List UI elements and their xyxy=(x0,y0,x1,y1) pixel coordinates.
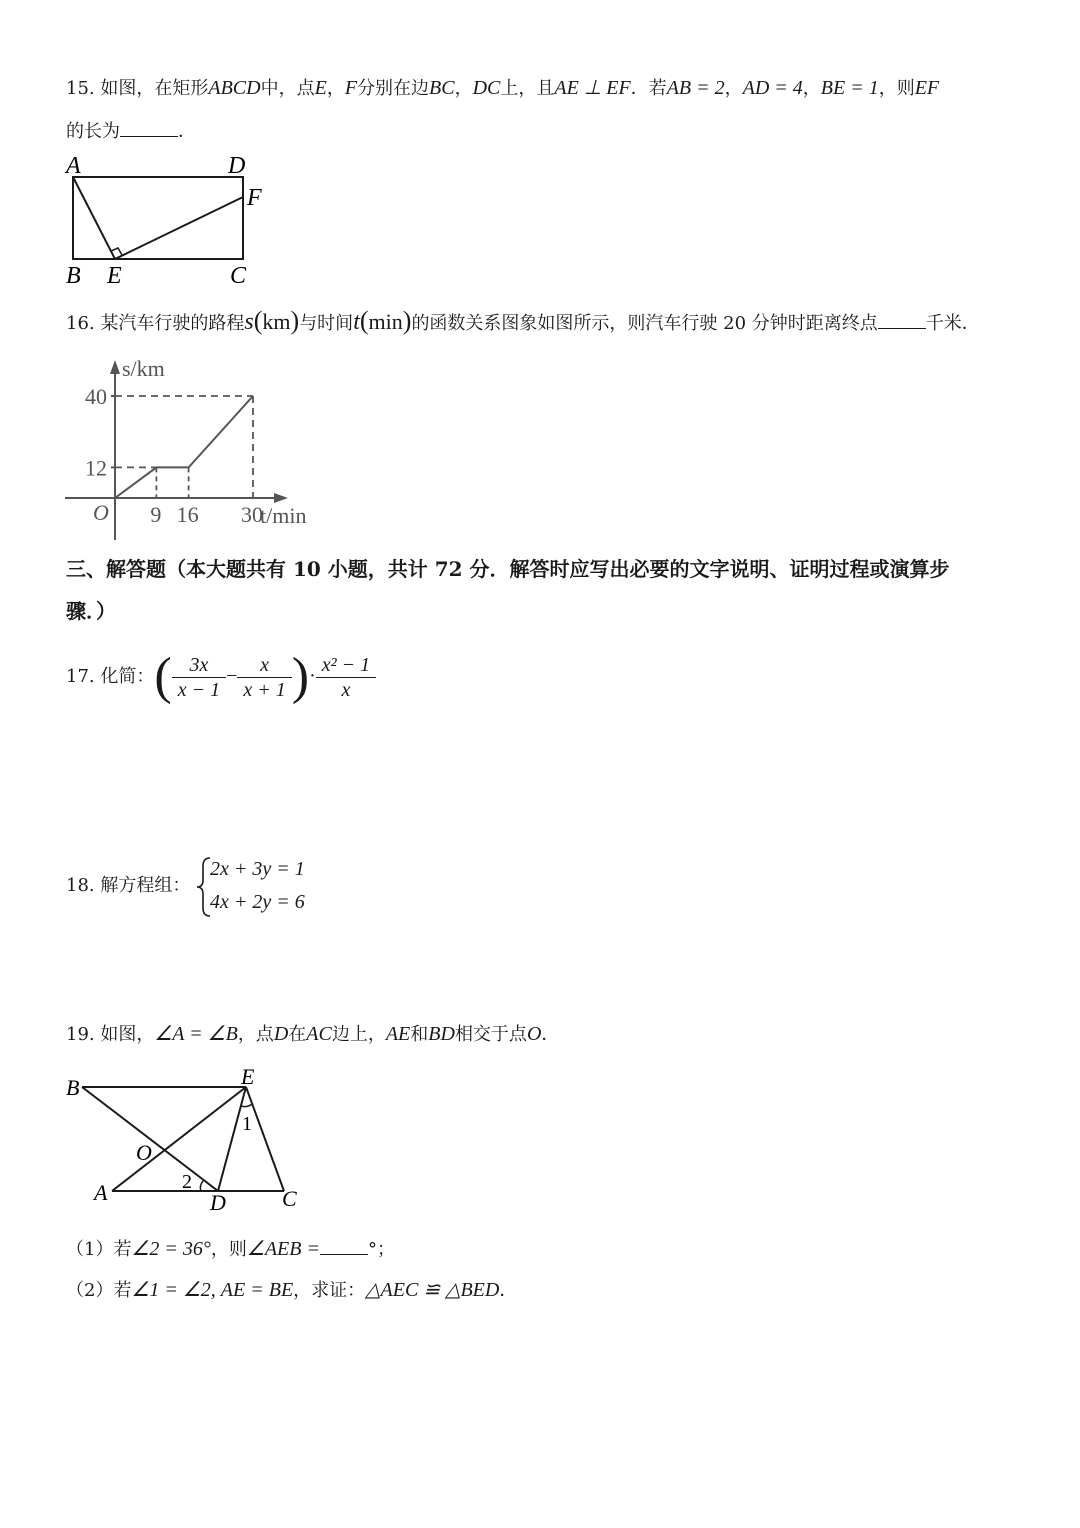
y-axis-arrow xyxy=(110,360,120,374)
x-axis-label: t/min xyxy=(260,503,307,528)
y-axis-label: s/km xyxy=(122,356,165,381)
q15-line1: 15. 如图，在矩形ABCD中，点E，F分别在边BC，DC上，且AE ⊥ EF．若AB = 2，AD = 4，BE = 1，则EF xyxy=(66,77,940,99)
q15-line2: 的长为 ． xyxy=(66,118,196,144)
q18-number: 18. xyxy=(66,875,95,896)
q15-number: 15. xyxy=(66,78,95,99)
label-F: F xyxy=(247,185,262,211)
q19-part1: （1）若∠2 = 36°，则∠AEB = °； xyxy=(66,1238,395,1260)
q19-part2: （2）若∠1 = ∠2, AE = BE，求证：△AEC ≌ △BED． xyxy=(66,1279,518,1301)
label-A: A xyxy=(66,153,81,179)
q17-line: 17. 化简：( $\frac{3x}{x - 1}$ − $\frac{x}{x + 1}$ )· $\frac{\text{x² − 1}}{x}$ xyxy=(66,646,376,706)
q16-number: 16. xyxy=(66,313,95,334)
equation-1: 2x + 3y = 1 xyxy=(210,858,305,880)
section-3-title-cont: 骤．） xyxy=(66,599,116,623)
label-B: B xyxy=(66,263,81,289)
label-C: C xyxy=(282,1186,297,1211)
angle-2-label: 2 xyxy=(182,1171,192,1193)
q19-number: 19. xyxy=(66,1024,95,1045)
q19-triangle-figure xyxy=(60,1064,320,1220)
q16-line1: 16. 某汽车行驶的路程s(km)与时间t(min)的函数关系图象如图所示，则汽车行驶 20 分钟时距离终点 千米． xyxy=(66,306,980,335)
fraction-3: $\frac{\text{x² − 1}}{x}$ xyxy=(316,653,376,702)
q18-line: 18. 解方程组： xyxy=(66,875,191,896)
label-C: C xyxy=(230,263,247,289)
x-tick-label-30: 30 xyxy=(241,502,263,527)
q16-distance-time-chart xyxy=(60,350,330,540)
q15-rectangle-figure xyxy=(60,150,280,290)
q17-number: 17. xyxy=(66,666,95,687)
label-A: A xyxy=(94,1180,108,1205)
x-tick-label-9: 9 xyxy=(150,502,162,527)
fraction-1: $\frac{3x}{x - 1}$ xyxy=(172,653,226,702)
angle-1-label: 1 xyxy=(242,1113,252,1135)
answer-blank xyxy=(120,118,178,137)
label-D: D xyxy=(210,1190,226,1215)
label-B: B xyxy=(66,1075,80,1100)
equation-2: 4x + 2y = 6 xyxy=(210,891,305,913)
series-line xyxy=(115,396,253,498)
label-E: E xyxy=(107,263,122,289)
label-E: E xyxy=(241,1064,255,1089)
label-O: O xyxy=(136,1140,152,1165)
label-D: D xyxy=(228,153,246,179)
y-tick-label-40: 40 xyxy=(85,384,107,409)
q19-line1: 19. 如图，∠A = ∠B，点D在AC边上，AE和BD相交于点O． xyxy=(66,1023,560,1045)
x-tick-label-16: 16 xyxy=(176,502,199,527)
section-3-title: 三、解答题（本大题共有 10 小题，共计 72 分．解答时应写出必要的文字说明、证明过程或演算步 xyxy=(66,557,950,581)
y-tick-label-12: 12 xyxy=(85,455,107,481)
answer-blank xyxy=(320,1236,368,1255)
origin-label: O xyxy=(93,500,109,525)
fraction-2: $\frac{x}{x + 1}$ xyxy=(237,653,291,702)
x-axis-arrow xyxy=(274,493,288,503)
answer-blank xyxy=(878,310,926,329)
